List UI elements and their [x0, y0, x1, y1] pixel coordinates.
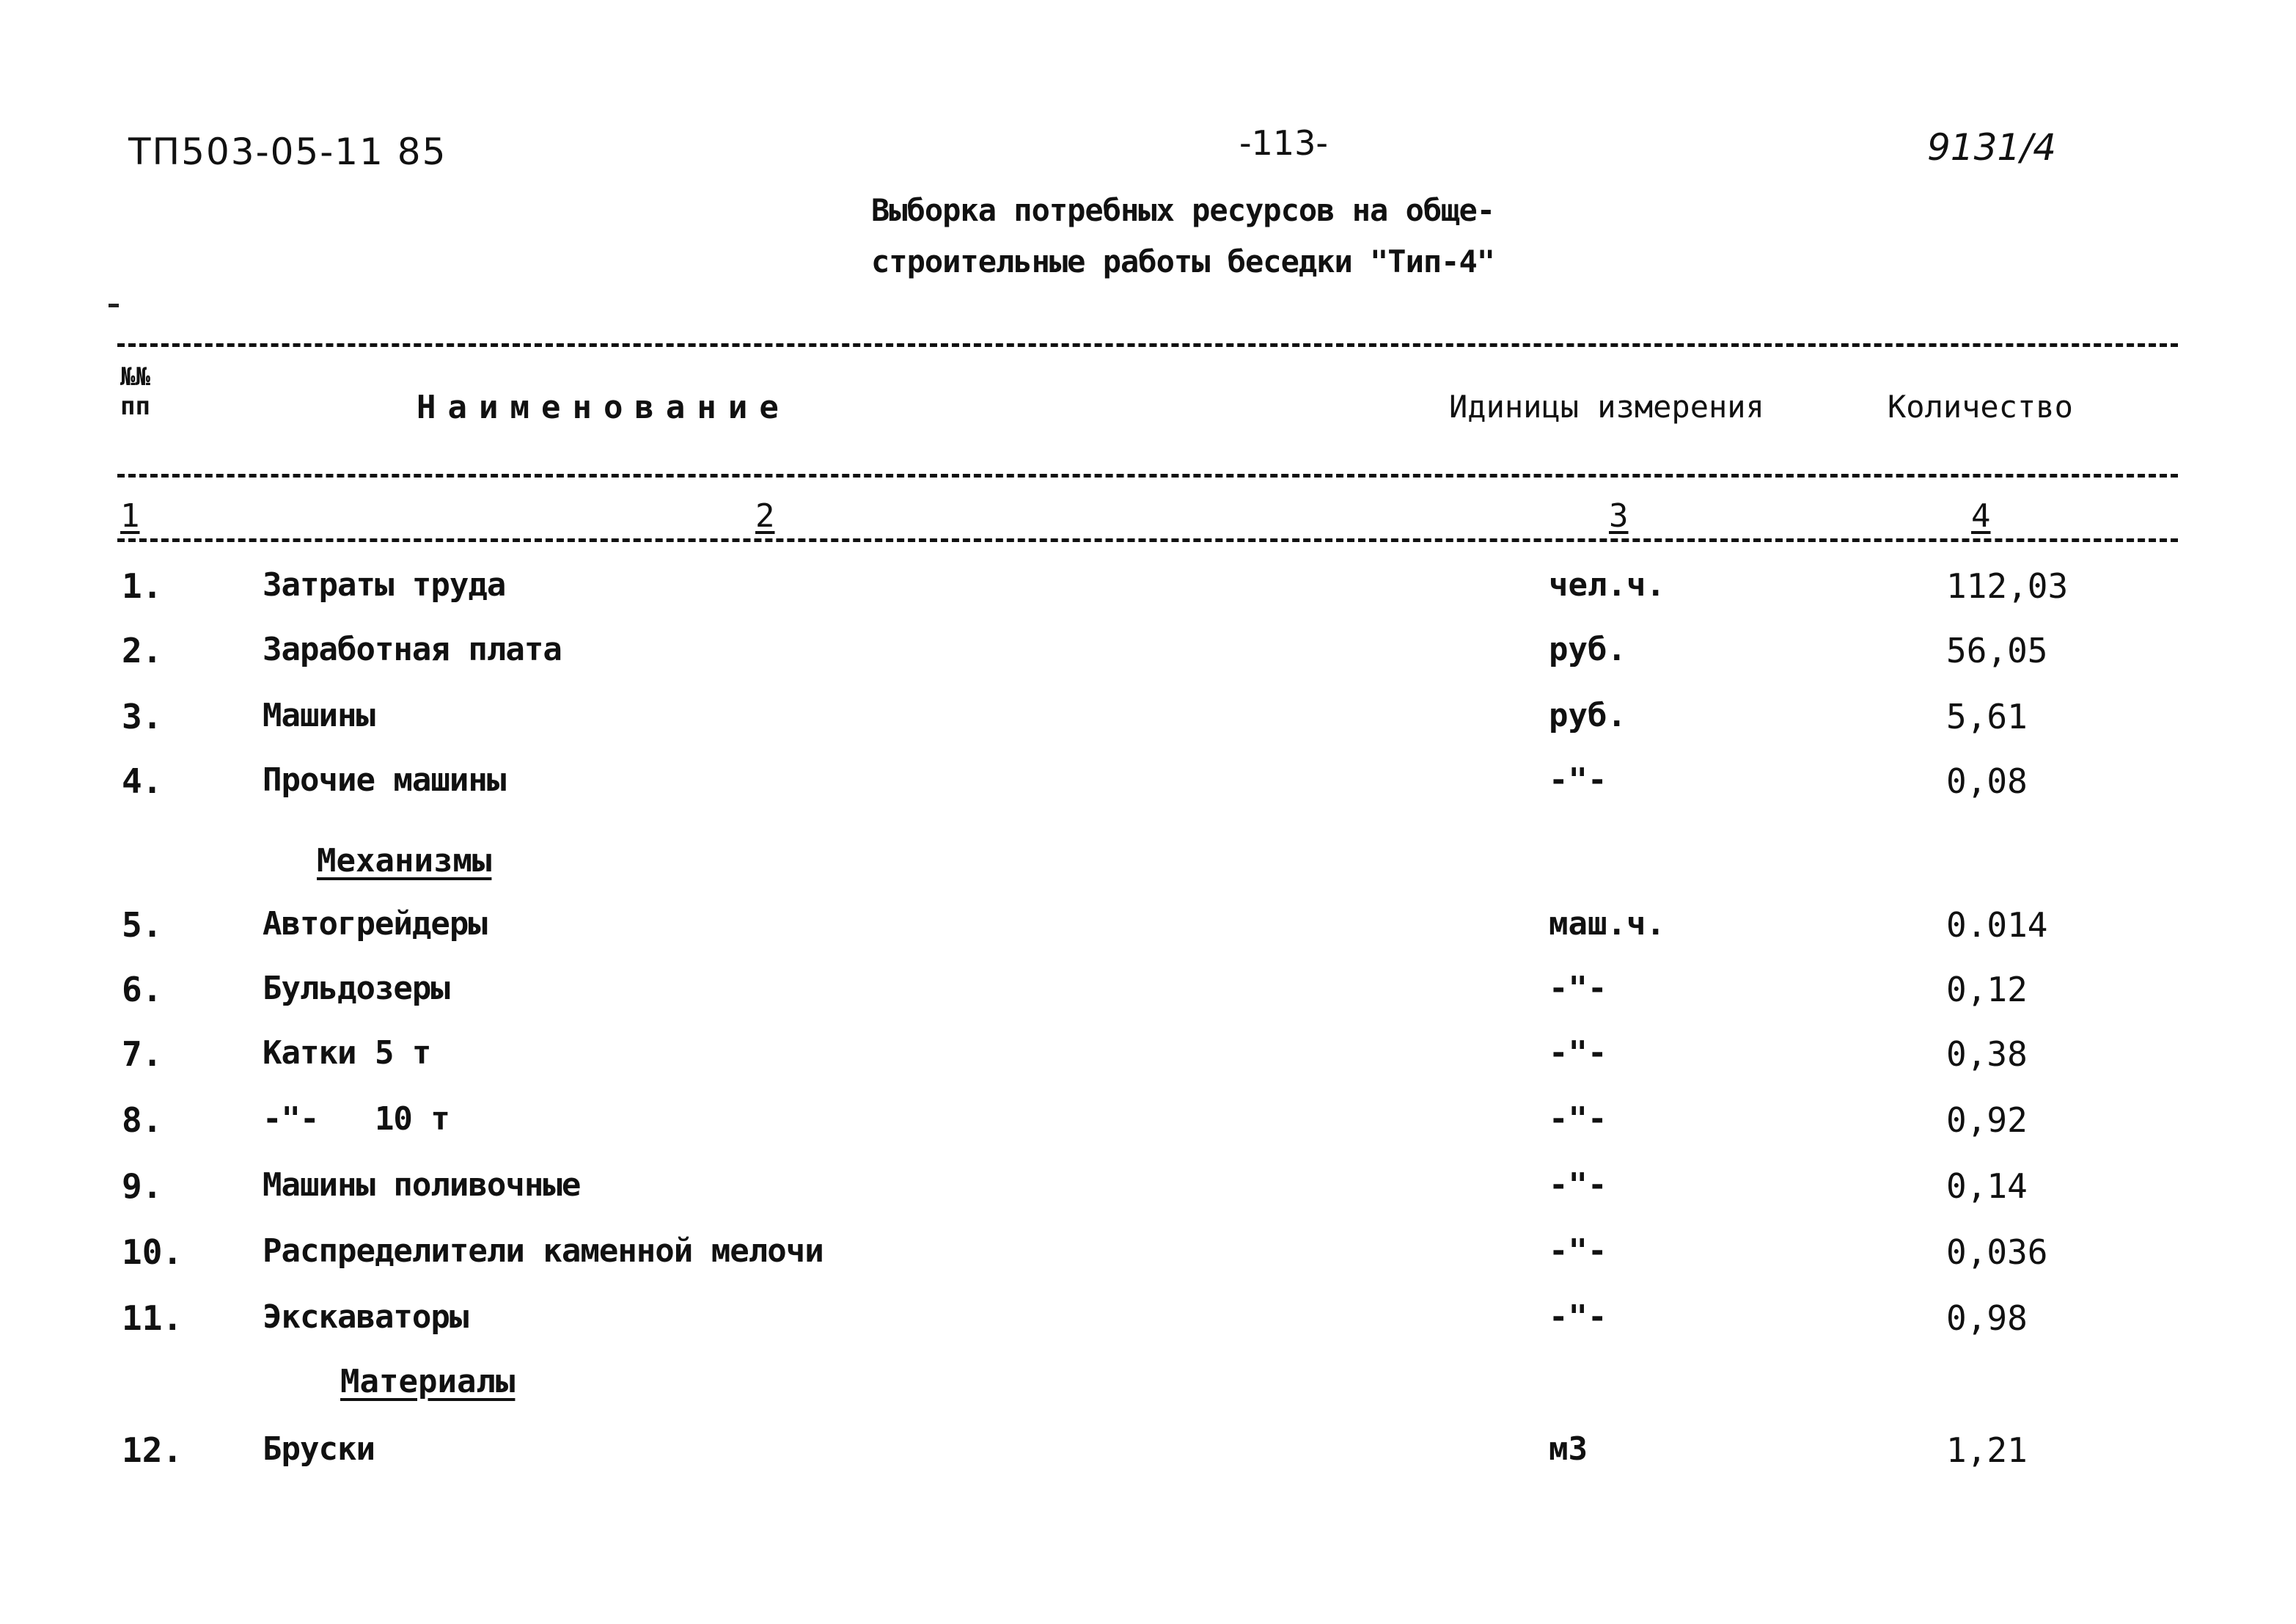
section-heading-mechanisms: Механизмы: [317, 842, 492, 879]
row-unit: чел.ч.: [1549, 566, 1665, 604]
row-quantity: 0,92: [1946, 1100, 2028, 1140]
row-name: Катки 5 т: [263, 1034, 431, 1072]
row-number: 3.: [122, 697, 163, 736]
page-number: -113-: [1239, 123, 1328, 163]
column-number-2: 2: [752, 497, 778, 535]
table-top-rule: [117, 343, 2178, 347]
header-quantity: Количество: [1888, 389, 2073, 425]
row-quantity: 0.014: [1946, 905, 2048, 945]
table-row: [0, 566, 2296, 610]
table-row: [0, 1298, 2296, 1342]
table-row: [0, 1232, 2296, 1276]
row-unit: маш.ч.: [1549, 905, 1665, 943]
table-row: [0, 1034, 2296, 1078]
row-number: 4.: [122, 761, 163, 801]
row-unit: -"-: [1549, 970, 1607, 1007]
table-row: [0, 761, 2296, 805]
row-unit: -"-: [1549, 1232, 1607, 1270]
row-quantity: 56,05: [1946, 631, 2048, 670]
header-unit: Идиницы измерения: [1449, 389, 1764, 425]
row-name: Машины: [263, 697, 375, 734]
row-quantity: 112,03: [1946, 566, 2069, 606]
row-quantity: 1,21: [1946, 1430, 2028, 1470]
row-name: Затраты труда: [263, 566, 506, 604]
table-row: [0, 905, 2296, 949]
row-number: 8.: [122, 1100, 163, 1140]
row-number: 9.: [122, 1166, 163, 1206]
table-row: [0, 1100, 2296, 1144]
row-number: 10.: [122, 1232, 183, 1272]
row-name: Бруски: [263, 1430, 375, 1468]
column-number-rule: [117, 538, 2178, 542]
row-number: 1.: [122, 566, 163, 606]
row-quantity: 0,036: [1946, 1232, 2048, 1272]
row-quantity: 5,61: [1946, 697, 2028, 736]
table-row: [0, 970, 2296, 1014]
sheet-code: 9131/4: [1927, 126, 2056, 169]
row-unit: -"-: [1549, 1298, 1607, 1336]
table-row: [0, 1166, 2296, 1210]
row-number: 5.: [122, 905, 163, 945]
row-quantity: 0,38: [1946, 1034, 2028, 1074]
row-name: Распределители каменной мелочи: [263, 1232, 824, 1270]
document-code: ТП503-05-11 85: [128, 131, 447, 173]
table-row: [0, 1430, 2296, 1474]
row-unit: -"-: [1549, 1034, 1607, 1072]
row-name: Автогрейдеры: [263, 905, 487, 943]
row-number: 6.: [122, 970, 163, 1009]
row-name: Машины поливочные: [263, 1166, 581, 1204]
header-name: Наименование: [417, 389, 791, 426]
row-unit: -"-: [1549, 1166, 1607, 1204]
row-number: 12.: [122, 1430, 183, 1470]
table-row: [0, 631, 2296, 675]
row-quantity: 0,98: [1946, 1298, 2028, 1338]
margin-mark: [109, 304, 119, 307]
row-number: 11.: [122, 1298, 183, 1338]
row-number: 2.: [122, 631, 163, 670]
row-quantity: 0,08: [1946, 761, 2028, 801]
row-quantity: 0,12: [1946, 970, 2028, 1009]
row-name: Прочие машины: [263, 761, 506, 799]
column-number-1: 1: [117, 497, 143, 535]
row-unit: -"-: [1549, 1100, 1607, 1138]
header-bottom-rule: [117, 474, 2178, 478]
row-name: Заработная плата: [263, 631, 562, 668]
row-name: Экскаваторы: [263, 1298, 469, 1336]
title-line-1: Выборка потребных ресурсов на обще-: [871, 192, 1495, 228]
row-name: Бульдозеры: [263, 970, 450, 1007]
section-heading-materials: Материалы: [340, 1363, 516, 1400]
table-row: [0, 697, 2296, 741]
row-number: 7.: [122, 1034, 163, 1074]
row-unit: руб.: [1549, 631, 1626, 668]
column-number-4: 4: [1968, 497, 1994, 535]
header-number: №№ пп: [120, 362, 150, 421]
row-quantity: 0,14: [1946, 1166, 2028, 1206]
row-unit: м3: [1549, 1430, 1588, 1468]
title-line-2: строительные работы беседки "Тип-4": [871, 244, 1495, 279]
row-unit: -"-: [1549, 761, 1607, 799]
column-number-3: 3: [1606, 497, 1632, 535]
row-unit: руб.: [1549, 697, 1626, 734]
row-name: -"- 10 т: [263, 1100, 450, 1138]
